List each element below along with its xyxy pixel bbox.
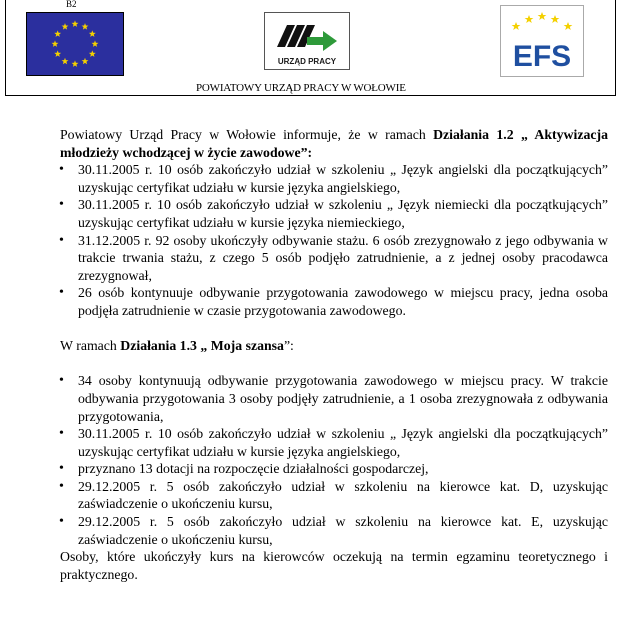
eu-star-icon xyxy=(82,58,89,65)
list-item: • przyznano 13 dotacji na rozpoczęcie działalności gospodarczej, xyxy=(60,460,608,478)
eu-star-icon xyxy=(82,23,89,30)
eu-star-icon xyxy=(72,60,79,67)
list-item: • 30.11.2005 r. 10 osób zakończyło udział w szkoleniu „ Język niemiecki dla początkujących” uzyskując certyfikat udziału w kursie języka niemieckiego, xyxy=(60,196,608,231)
section1-action-title: Działania 1.2 „ Aktywizacja młodzieży wchodzącej w życie zawodowe xyxy=(60,127,608,160)
section2-list xyxy=(60,372,608,548)
eu-star-icon xyxy=(72,20,79,27)
eu-flag-icon xyxy=(26,12,124,76)
section2-action-title: Działania 1.3 „ Moja szansa xyxy=(120,338,284,354)
eu-star-icon xyxy=(54,30,61,37)
section2-intro: W ramach Działania 1.3 „ Moja szansa”: xyxy=(60,338,294,354)
section1-intro: Powiatowy Urząd Pracy w Wołowie informuje, że w ramach Działania 1.2 „ Aktywizacja młodzieży wchodzącej w życie zawodowe”: xyxy=(60,127,608,160)
list-item: • 30.11.2005 r. 10 osób zakończyło udział w szkoleniu „ Język angielski dla początkujących” uzyskując certyfikat udziału w kursie języka angielskiego, xyxy=(60,425,608,460)
list-item: • 26 osób kontynuuje odbywanie przygotowania zawodowego w miejscu pracy, jedna osoba podjęła zatrudnienie w czasie przygotowania zawodowego. xyxy=(60,284,608,319)
eu-star-icon xyxy=(52,40,59,47)
header-code: B2 xyxy=(66,0,77,9)
document-header xyxy=(5,0,616,96)
efs-logo xyxy=(500,5,584,77)
office-title: POWIATOWY URZĄD PRACY W WOŁOWIE xyxy=(196,82,406,94)
eu-star-icon xyxy=(54,50,61,57)
list-item: • 31.12.2005 r. 92 osoby ukończyły odbywanie stażu. 6 osób zrezygnowało z jego odbywania w trakcie trwania stażu, z czego 5 osób podjęło zatrudnienie, a z jednej osoby pracodawca zrezygnował, xyxy=(60,232,608,285)
list-item: • 34 osoby kontynuują odbywanie przygotowania zawodowego w miejscu pracy. W trakcie odbywania przygotowania 3 osoby podjęły zatrudnienie, a 1 osoba zrezygnowała z odbywania przygotowania, xyxy=(60,372,608,425)
eu-star-icon xyxy=(89,30,96,37)
urzad-pracy-logo-graphic xyxy=(265,13,349,57)
eu-star-icon xyxy=(62,23,69,30)
eu-star-icon xyxy=(92,40,99,47)
list-item: • 30.11.2005 r. 10 osób zakończyło udział w szkoleniu „ Język angielski dla początkujących” uzyskując certyfikat udziału w kursie języka angielskiego, xyxy=(60,161,608,196)
section2-closing: Osoby, które ukończyły kurs na kierowców oczekują na termin egzaminu teoretycznego i praktycznego. xyxy=(60,549,608,582)
urzad-pracy-logo xyxy=(264,12,350,70)
document-body xyxy=(60,126,608,583)
list-item: • 29.12.2005 r. 5 osób zakończyło udział w szkoleniu na kierowce kat. D, uzyskując zaświadczenie o ukończeniu kursu, xyxy=(60,478,608,513)
section1-list xyxy=(60,161,608,319)
eu-stars-graphic xyxy=(27,13,123,75)
list-item: • 29.12.2005 r. 5 osób zakończyło udział w szkoleniu na kierowce kat. E, uzyskując zaświadczenie o ukończeniu kursu, xyxy=(60,513,608,548)
eu-star-icon xyxy=(89,50,96,57)
urzad-pracy-logo-text: URZĄD PRACY xyxy=(277,57,337,66)
eu-star-icon xyxy=(62,58,69,65)
efs-logo-text: EFS xyxy=(512,40,572,73)
efs-logo-graphic xyxy=(501,6,583,76)
